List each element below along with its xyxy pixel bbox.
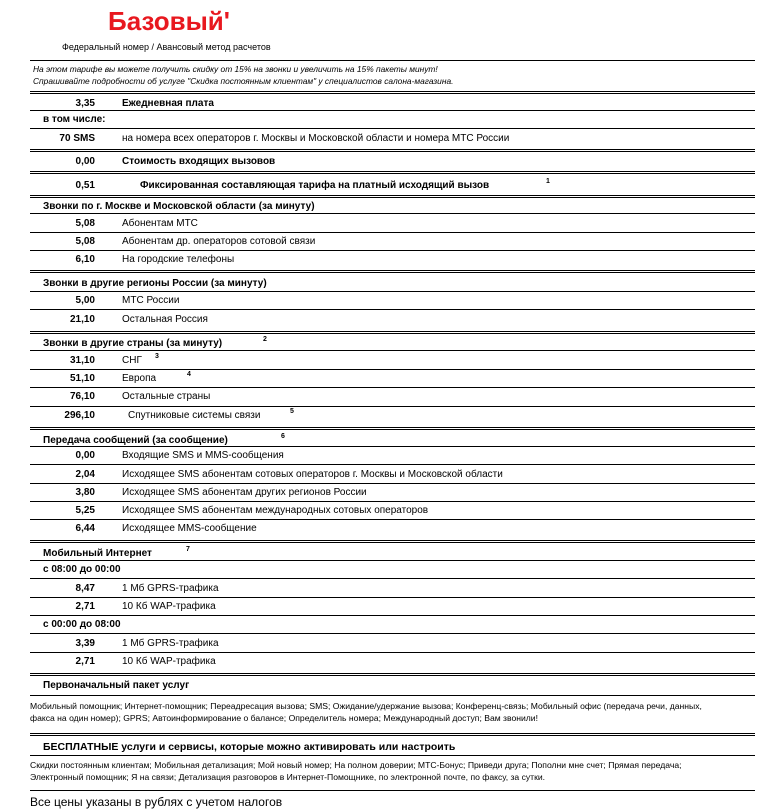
intro-note <box>30 60 755 89</box>
tariff-subtitle: Федеральный номер / Авансовый метод расчетов <box>62 42 271 52</box>
including-row <box>30 110 755 128</box>
incoming-row <box>30 149 755 171</box>
message-value: 2,04 <box>75 469 95 480</box>
sms-package-value: 70 SMS <box>59 133 95 144</box>
russia-row <box>30 291 755 310</box>
internet-value: 8,47 <box>75 583 95 594</box>
internet-label: 10 Кб WAP-трафика <box>122 601 216 612</box>
initial-package-title: Первоначальный пакет услуг <box>43 680 190 691</box>
moscow-row <box>30 213 755 232</box>
intl-row <box>30 387 755 406</box>
internet-section-header <box>30 540 755 560</box>
moscow-row <box>30 232 755 251</box>
moscow-label: Абонентам МТС <box>122 218 198 229</box>
intl-value: 51,10 <box>69 373 95 384</box>
internet-label: 10 Кб WAP-трафика <box>122 656 216 667</box>
sms-package-text: на номера всех операторов г. Москвы и Московской области и номера МТС России <box>122 133 510 144</box>
internet-row <box>30 578 755 597</box>
russia-section-header <box>30 270 755 291</box>
intl-label: СНГ <box>122 355 142 366</box>
fixed-part-row <box>30 171 755 195</box>
internet-footnote: 7 <box>186 546 190 553</box>
message-row <box>30 501 755 520</box>
incoming-value: 0,00 <box>75 156 95 167</box>
message-value: 0,00 <box>75 450 95 461</box>
daily-fee-value: 3,35 <box>75 98 95 109</box>
internet-row <box>30 597 755 616</box>
moscow-label: На городские телефоны <box>122 254 235 265</box>
internet-row <box>30 633 755 652</box>
fixed-part-footnote: 1 <box>546 178 550 185</box>
incoming-label: Стоимость входящих вызовов <box>122 156 276 167</box>
intl-footnote: 2 <box>263 336 267 343</box>
intl-item-footnote: 4 <box>187 371 191 378</box>
fixed-part-label: Фиксированная составляющая тарифа на платный исходящий вызов <box>140 180 490 191</box>
message-row <box>30 464 755 484</box>
intro-line-1: На этом тарифе вы можете получить скидку от 15% на звонки и увеличить на 15% пакеты минут! <box>33 64 438 74</box>
intl-row <box>30 406 755 426</box>
internet-value: 2,71 <box>75 601 95 612</box>
russia-row <box>30 309 755 330</box>
message-label: Исходящее SMS абонентам сотовых операторов г. Москвы и Московской области <box>122 469 503 480</box>
internet-period-row <box>30 615 755 634</box>
internet-row <box>30 652 755 672</box>
intl-section-header <box>30 331 755 351</box>
moscow-section-title: Звонки по г. Москве и Московской области (за минуту) <box>43 201 315 212</box>
message-value: 5,25 <box>75 505 95 516</box>
prices-footer-note: Все цены указаны в рублях с учетом налогов <box>30 790 755 809</box>
internet-label: 1 Мб GPRS-трафика <box>122 583 219 594</box>
free-services-line-2: Электронный помощник; Я на связи; Детализация разговоров в Интернет-Помощнике, по электронной почте, по факсу, за сутки. <box>30 772 546 782</box>
messages-footnote: 6 <box>281 433 285 440</box>
intl-label: Остальные страны <box>122 391 211 402</box>
internet-period-row <box>30 560 755 579</box>
internet-section-title: Мобильный Интернет <box>43 548 152 559</box>
daily-fee-row <box>30 91 755 111</box>
moscow-value: 5,08 <box>75 236 95 247</box>
internet-value: 3,39 <box>75 638 95 649</box>
intro-line-2: Спрашивайте подробности об услуге "Скидка постоянным клиентам" у специалистов салона-магазина. <box>33 76 454 86</box>
russia-value: 21,10 <box>69 314 95 325</box>
intl-section-title: Звонки в другие страны (за минуту) <box>43 338 223 349</box>
initial-package-list <box>30 695 755 731</box>
message-value: 6,44 <box>75 523 95 534</box>
message-value: 3,80 <box>75 487 95 498</box>
free-services-header <box>30 733 755 755</box>
intl-label: Спутниковые системы связи <box>128 410 261 421</box>
fixed-part-value: 0,51 <box>75 180 95 191</box>
message-label: Входящие SMS и MMS-сообщения <box>122 450 284 461</box>
messages-section-title: Передача сообщений (за сообщение) <box>43 435 228 446</box>
initial-package-line-1: Мобильный помощник; Интернет-помощник; Переадресация вызова; SMS; Ожидание/удержание вызова; Конференц-связь; Мобильный офис (передача речи, данных, <box>30 701 702 711</box>
intl-value: 31,10 <box>69 355 95 366</box>
initial-package-line-2: факса на один номер); GPRS; Автоинформирование о балансе; Определитель номера; Международный доступ; Вам звонили! <box>30 713 538 723</box>
intl-row <box>30 350 755 369</box>
moscow-value: 5,08 <box>75 218 95 229</box>
moscow-label: Абонентам др. операторов сотовой связи <box>122 236 316 247</box>
internet-period-night: с 00:00 до 08:00 <box>43 619 121 630</box>
free-services-line-1: Скидки постоянным клиентам; Мобильная детализация; Мой новый номер; На полном доверии; МТС-Бонус; Приведи друга; Пополни мне счет; Прямая передача; <box>30 760 682 770</box>
russia-label: Остальная Россия <box>122 314 208 325</box>
message-row <box>30 483 755 502</box>
intl-value: 76,10 <box>69 391 95 402</box>
russia-value: 5,00 <box>75 295 95 306</box>
russia-label: МТС России <box>122 295 180 306</box>
initial-package-header <box>30 673 755 695</box>
moscow-row <box>30 250 755 269</box>
message-label: Исходящее SMS абонентам международных сотовых операторов <box>122 505 429 516</box>
free-services-title: БЕСПЛАТНЫЕ услуги и сервисы, которые можно активировать или настроить <box>43 741 456 753</box>
moscow-value: 6,10 <box>75 254 95 265</box>
internet-period-day: с 08:00 до 00:00 <box>43 564 121 575</box>
internet-label: 1 Мб GPRS-трафика <box>122 638 219 649</box>
message-label: Исходящее SMS абонентам других регионов России <box>122 487 367 498</box>
intl-value: 296,10 <box>64 410 95 421</box>
intl-label: Европа <box>122 373 157 384</box>
message-label: Исходящее MMS-сообщение <box>122 523 257 534</box>
intl-row <box>30 369 755 388</box>
internet-value: 2,71 <box>75 656 95 667</box>
daily-fee-label: Ежедневная плата <box>122 98 214 109</box>
intl-item-footnote: 5 <box>290 408 294 415</box>
messages-section-header <box>30 427 755 447</box>
message-row <box>30 446 755 465</box>
message-row <box>30 519 755 539</box>
moscow-section-header <box>30 195 755 214</box>
including-label: в том числе: <box>43 114 106 125</box>
tariff-title: Базовый' <box>108 6 230 36</box>
sms-package-row <box>30 128 755 148</box>
intl-item-footnote: 3 <box>155 353 159 360</box>
russia-section-title: Звонки в другие регионы России (за минуту) <box>43 278 267 289</box>
free-services-list <box>30 755 755 788</box>
